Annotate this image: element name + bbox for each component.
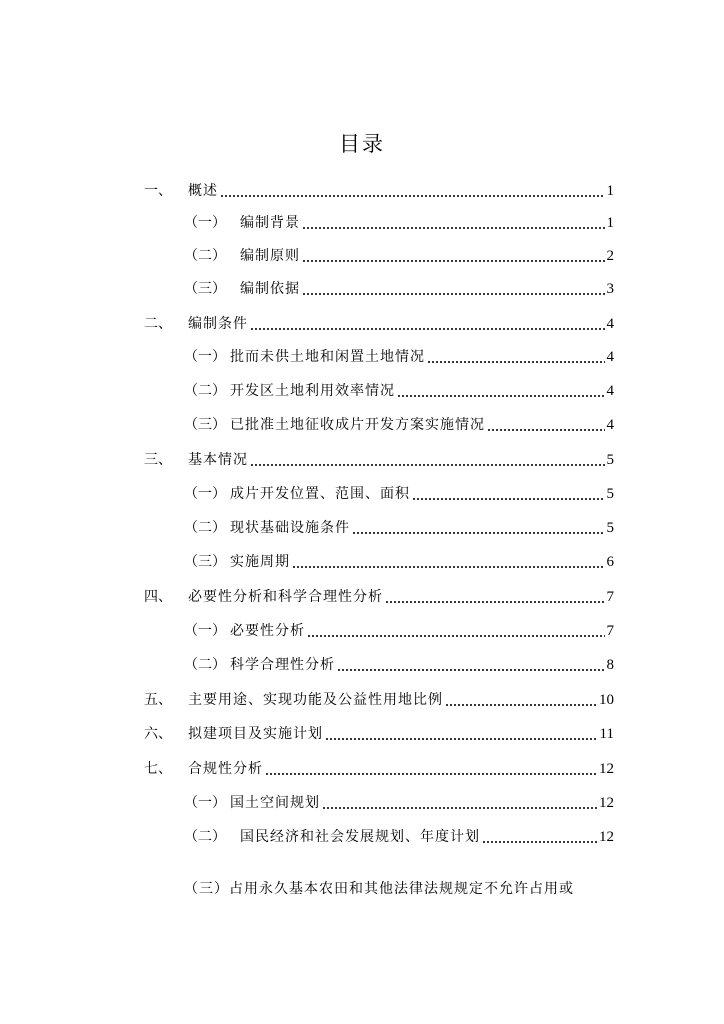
toc-entry-number: （一） <box>184 623 226 639</box>
toc-entry[interactable] <box>184 648 614 674</box>
dot-leader <box>302 293 605 295</box>
toc-entry-label: 必要性分析和科学合理性分析 <box>188 589 383 605</box>
toc-entry-label: 批而未供土地和闲置土地情况 <box>230 349 425 365</box>
toc-entry-page-number: 12 <box>599 829 614 845</box>
toc-entry[interactable] <box>184 786 614 812</box>
toc-entry-page-number: 6 <box>606 554 614 570</box>
toc-entry-truncated: （三）占用永久基本农田和其他法律法规规定不允许占用或 <box>184 881 574 897</box>
toc-entry-number: （二） <box>184 248 226 264</box>
toc-entry[interactable] <box>144 717 614 743</box>
toc-entry-number: （二） <box>184 657 226 673</box>
dot-leader <box>292 566 605 568</box>
dot-leader <box>325 738 598 740</box>
toc-entry-number: 三、 <box>144 452 172 468</box>
toc-entry-page-number: 5 <box>606 486 614 502</box>
toc-entry-label: 合规性分析 <box>188 761 263 777</box>
toc-entry-label: 科学合理性分析 <box>230 657 335 673</box>
toc-entry[interactable] <box>144 443 614 469</box>
page-title: 目录 <box>339 132 385 156</box>
toc-entry-label: 编制原则 <box>240 248 300 264</box>
dot-leader <box>482 841 597 843</box>
toc-entry-page-number: 7 <box>606 589 614 605</box>
toc-entry-label: 现状基础设施条件 <box>230 520 350 536</box>
toc-entry-label: 必要性分析 <box>230 623 305 639</box>
toc-entry-page-number: 2 <box>606 248 614 264</box>
toc-entry-page-number: 12 <box>599 761 614 777</box>
toc-entry-page-number: 5 <box>606 452 614 468</box>
dot-leader <box>265 773 597 775</box>
dot-leader <box>302 227 605 229</box>
toc-entry-page-number: 11 <box>599 726 614 742</box>
dot-leader <box>307 635 605 637</box>
toc-entry-number: 四、 <box>144 589 172 605</box>
dot-leader <box>412 498 605 500</box>
toc-entry-number: （一） <box>184 349 226 365</box>
toc-entry[interactable] <box>184 614 614 640</box>
dot-leader <box>250 328 605 330</box>
dot-leader <box>302 260 605 262</box>
toc-entry-label: 国民经济和社会发展规划、年度计划 <box>240 829 480 845</box>
toc-entry[interactable] <box>144 752 614 778</box>
toc-entry[interactable] <box>184 206 614 232</box>
dot-leader <box>250 464 605 466</box>
dot-leader <box>385 601 605 603</box>
toc-entry-number: 七、 <box>144 761 172 777</box>
toc-entry-label: 已批准土地征收成片开发方案实施情况 <box>230 417 485 433</box>
toc-entry-page-number: 8 <box>606 657 614 673</box>
toc-entry-label: 成片开发位置、范围、面积 <box>230 486 410 502</box>
toc-entry-page-number: 7 <box>606 623 614 639</box>
toc-entry[interactable] <box>184 239 614 265</box>
toc-entry[interactable] <box>184 408 614 434</box>
toc-entry[interactable] <box>184 477 614 503</box>
toc-entry[interactable] <box>184 272 614 298</box>
toc-entry-page-number: 10 <box>599 692 614 708</box>
dot-leader <box>427 361 605 363</box>
toc-entry-number: （三） <box>184 281 226 297</box>
toc-entry[interactable] <box>144 580 614 606</box>
dot-leader <box>220 195 605 197</box>
toc-entry-number: （三） <box>184 554 226 570</box>
toc-entry-label: 实施周期 <box>230 554 290 570</box>
toc-entry-label: 主要用途、实现功能及公益性用地比例 <box>188 692 443 708</box>
toc-entry-number: （二） <box>184 383 226 399</box>
toc-entry-page-number: 3 <box>606 281 614 297</box>
toc-entry-label: 基本情况 <box>188 452 248 468</box>
toc-entry[interactable] <box>144 307 614 333</box>
toc-entry-number: 一、 <box>144 183 172 199</box>
toc-entry[interactable] <box>144 683 614 709</box>
toc-entry-label: 编制背景 <box>240 215 300 231</box>
toc-entry[interactable] <box>184 545 614 571</box>
toc-entry-number: 五、 <box>144 692 172 708</box>
toc-entry[interactable] <box>184 820 614 846</box>
toc-entry-page-number: 4 <box>606 349 614 365</box>
toc-entry-label: 开发区土地利用效率情况 <box>230 383 395 399</box>
toc-entry-page-number: 4 <box>606 316 614 332</box>
toc-entry-page-number: 4 <box>606 417 614 433</box>
toc-entry-number: （三） <box>184 417 226 433</box>
toc-entry[interactable] <box>184 340 614 366</box>
dot-leader <box>397 395 605 397</box>
toc-entry-page-number: 12 <box>599 795 614 811</box>
toc-entry-number: （一） <box>184 215 226 231</box>
toc-entry[interactable] <box>184 511 614 537</box>
toc-entry-label: 国土空间规划 <box>230 795 320 811</box>
dot-leader <box>445 704 597 706</box>
toc-entry-page-number: 1 <box>606 183 614 199</box>
toc-entry-page-number: 1 <box>606 215 614 231</box>
toc-entry-page-number: 5 <box>606 520 614 536</box>
toc-entry-label: 概述 <box>188 183 218 199</box>
toc-entry-label: 编制依据 <box>240 281 300 297</box>
toc-entry-number: （二） <box>184 520 226 536</box>
dot-leader <box>322 807 597 809</box>
toc-entry-number: 二、 <box>144 316 172 332</box>
toc-entry[interactable] <box>144 174 614 200</box>
dot-leader <box>487 429 605 431</box>
toc-entry-number: （一） <box>184 486 226 502</box>
toc-entry[interactable] <box>184 374 614 400</box>
dot-leader <box>352 532 605 534</box>
dot-leader <box>337 669 605 671</box>
toc-entry-label: 编制条件 <box>188 316 248 332</box>
toc-entry-number: （二） <box>184 829 226 845</box>
toc-entry-page-number: 4 <box>606 383 614 399</box>
toc-entry-number: 六、 <box>144 726 172 742</box>
toc-entry-number: （一） <box>184 795 226 811</box>
toc-entry-label: 拟建项目及实施计划 <box>188 726 323 742</box>
